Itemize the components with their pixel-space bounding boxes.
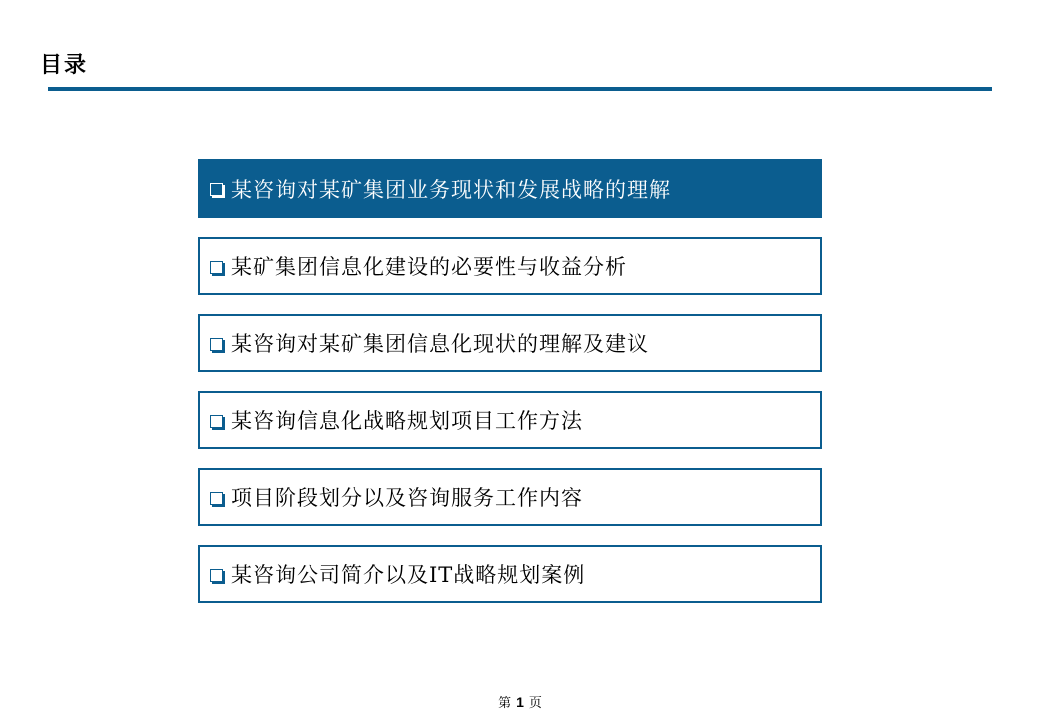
agenda-item-label: 某咨询公司简介以及IT战略规划案例 xyxy=(231,563,586,587)
page-number-prefix: 第 xyxy=(498,696,512,711)
agenda-item-label: 某咨询对某矿集团业务现状和发展战略的理解 xyxy=(231,177,671,202)
agenda-item-4[interactable] xyxy=(198,391,822,449)
agenda-item-label: 某咨询信息化战略规划项目工作方法 xyxy=(231,409,583,433)
checkbox-bullet-icon xyxy=(210,569,223,582)
agenda-list xyxy=(198,159,822,622)
agenda-item-label: 项目阶段划分以及咨询服务工作内容 xyxy=(231,486,583,510)
checkbox-bullet-icon xyxy=(210,338,223,351)
checkbox-bullet-icon xyxy=(210,415,223,428)
title-divider xyxy=(48,87,992,91)
checkbox-bullet-icon xyxy=(210,492,223,505)
page-number-value: 1 xyxy=(516,694,524,710)
agenda-item-2[interactable] xyxy=(198,237,822,295)
agenda-item-1[interactable] xyxy=(198,159,822,218)
page-title: 目录 xyxy=(40,53,89,78)
page-number-suffix: 页 xyxy=(528,696,542,711)
checkbox-bullet-icon xyxy=(210,183,223,196)
checkbox-bullet-icon xyxy=(210,261,223,274)
agenda-item-label: 某矿集团信息化建设的必要性与收益分析 xyxy=(231,255,627,279)
agenda-item-5[interactable] xyxy=(198,468,822,526)
agenda-item-label: 某咨询对某矿集团信息化现状的理解及建议 xyxy=(231,332,649,356)
page-number xyxy=(0,692,1040,711)
agenda-item-3[interactable] xyxy=(198,314,822,372)
agenda-item-6[interactable] xyxy=(198,545,822,603)
